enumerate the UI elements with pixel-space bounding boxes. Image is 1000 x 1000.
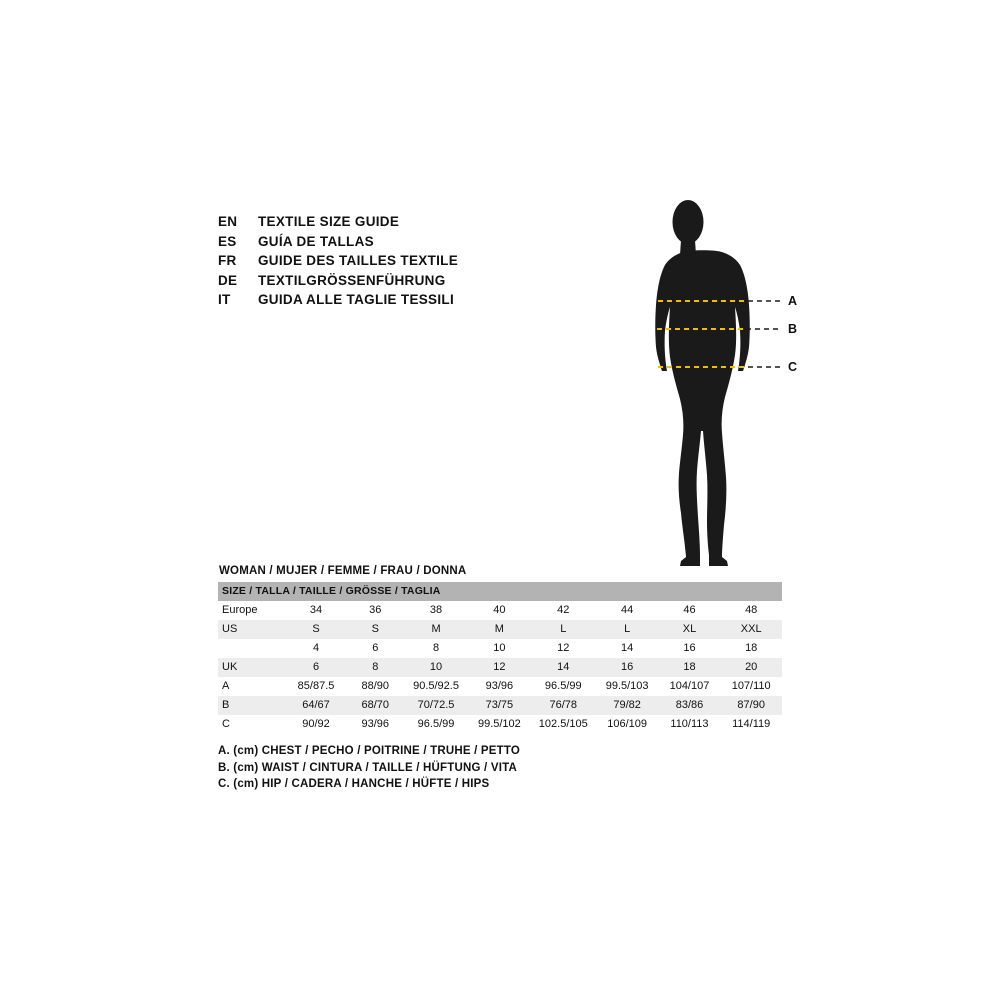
row-label-b: B: [218, 696, 286, 715]
measure-label-b: B: [788, 322, 798, 336]
table-row: [218, 658, 782, 677]
size-table: [218, 582, 782, 734]
language-text-en: TEXTILE SIZE GUIDE: [258, 214, 400, 229]
row-label-c: C: [218, 715, 286, 734]
language-code-es: ES: [218, 233, 237, 249]
cell: 90/92: [286, 715, 347, 734]
cell: 93/96: [468, 677, 531, 696]
measure-label-a: A: [788, 294, 798, 308]
cell: 106/109: [596, 715, 659, 734]
table-row: [218, 601, 782, 620]
table-row: [218, 677, 782, 696]
language-text-it: GUIDA ALLE TAGLIE TESSILI: [258, 292, 454, 307]
language-row-en: [218, 214, 538, 234]
cell: 83/86: [659, 696, 721, 715]
cell: M: [404, 620, 468, 639]
cell: XXL: [720, 620, 782, 639]
cell: 14: [531, 658, 596, 677]
language-row-es: [218, 234, 538, 254]
language-title-block: [218, 214, 538, 312]
cell: 68/70: [346, 696, 404, 715]
cell: 18: [659, 658, 721, 677]
cell: M: [468, 620, 531, 639]
legend-line-c: C. (cm) HIP / CADERA / HANCHE / HÜFTE / HIPS: [218, 778, 490, 790]
table-row: [218, 696, 782, 715]
cell: 110/113: [659, 715, 721, 734]
cell: 20: [720, 658, 782, 677]
cell: 4: [286, 639, 347, 658]
cell: 8: [404, 639, 468, 658]
language-text-fr: GUIDE DES TAILLES TEXTILE: [258, 253, 459, 268]
measure-pointer-lines: [746, 301, 782, 367]
cell: 90.5/92.5: [404, 677, 468, 696]
cell: S: [286, 620, 347, 639]
cell: 10: [468, 639, 531, 658]
cell: 16: [596, 658, 659, 677]
cell: 44: [596, 601, 659, 620]
cell: L: [531, 620, 596, 639]
cell: 6: [286, 658, 347, 677]
cell: 93/96: [346, 715, 404, 734]
table-row: [218, 715, 782, 734]
cell: 12: [468, 658, 531, 677]
row-label-europe: Europe: [218, 601, 286, 620]
legend-line-b: B. (cm) WAIST / CINTURA / TAILLE / HÜFTUNG / VITA: [218, 761, 517, 774]
language-code-de: DE: [218, 272, 238, 288]
cell: 8: [346, 658, 404, 677]
cell: 34: [286, 601, 347, 620]
cell: 96.5/99: [531, 677, 596, 696]
cell: 48: [720, 601, 782, 620]
cell: 14: [596, 639, 659, 658]
language-text-de: TEXTILGRÖSSENFÜHRUNG: [258, 272, 446, 288]
table-header-row: [218, 582, 782, 601]
cell: 99.5/102: [468, 715, 531, 734]
cell: 16: [659, 639, 721, 658]
measurement-legend: [218, 743, 738, 793]
row-label-us-numeric: [218, 639, 286, 658]
cell: 10: [404, 658, 468, 677]
table-row: [218, 620, 782, 639]
cell: S: [346, 620, 404, 639]
female-silhouette-icon: [610, 195, 830, 580]
row-label-uk: UK: [218, 658, 286, 677]
cell: 46: [659, 601, 721, 620]
cell: 36: [346, 601, 404, 620]
cell: 38: [404, 601, 468, 620]
cell: 99.5/103: [596, 677, 659, 696]
cell: 70/72.5: [404, 696, 468, 715]
cell: 79/82: [596, 696, 659, 715]
cell: 73/75: [468, 696, 531, 715]
table-header-label: SIZE / TALLA / TAILLE / GRÖSSE / TAGLIA: [218, 582, 782, 601]
language-row-it: [218, 292, 538, 312]
table-row: [218, 639, 782, 658]
cell: 114/119: [720, 715, 782, 734]
language-row-fr: [218, 253, 538, 273]
cell: 6: [346, 639, 404, 658]
cell: XL: [659, 620, 721, 639]
cell: 102.5/105: [531, 715, 596, 734]
legend-line-a: A. (cm) CHEST / PECHO / POITRINE / TRUHE / PETTO: [218, 745, 521, 757]
cell: L: [596, 620, 659, 639]
cell: 96.5/99: [404, 715, 468, 734]
language-code-it: IT: [218, 292, 231, 307]
cell: 107/110: [720, 677, 782, 696]
language-code-en: EN: [218, 214, 238, 229]
language-text-es: GUÍA DE TALLAS: [258, 233, 374, 249]
cell: 87/90: [720, 696, 782, 715]
cell: 64/67: [286, 696, 347, 715]
cell: 76/78: [531, 696, 596, 715]
cell: 12: [531, 639, 596, 658]
table-group-label: WOMAN / MUJER / FEMME / FRAU / DONNA: [219, 565, 467, 577]
row-label-a: A: [218, 677, 286, 696]
cell: 88/90: [346, 677, 404, 696]
row-label-us: US: [218, 620, 286, 639]
cell: 104/107: [659, 677, 721, 696]
language-code-fr: FR: [218, 253, 237, 268]
cell: 18: [720, 639, 782, 658]
language-row-de: [218, 273, 538, 293]
measure-label-c: C: [788, 360, 798, 374]
body-figure: [610, 195, 830, 580]
cell: 40: [468, 601, 531, 620]
cell: 42: [531, 601, 596, 620]
cell: 85/87.5: [286, 677, 347, 696]
size-table-area: [218, 565, 782, 734]
